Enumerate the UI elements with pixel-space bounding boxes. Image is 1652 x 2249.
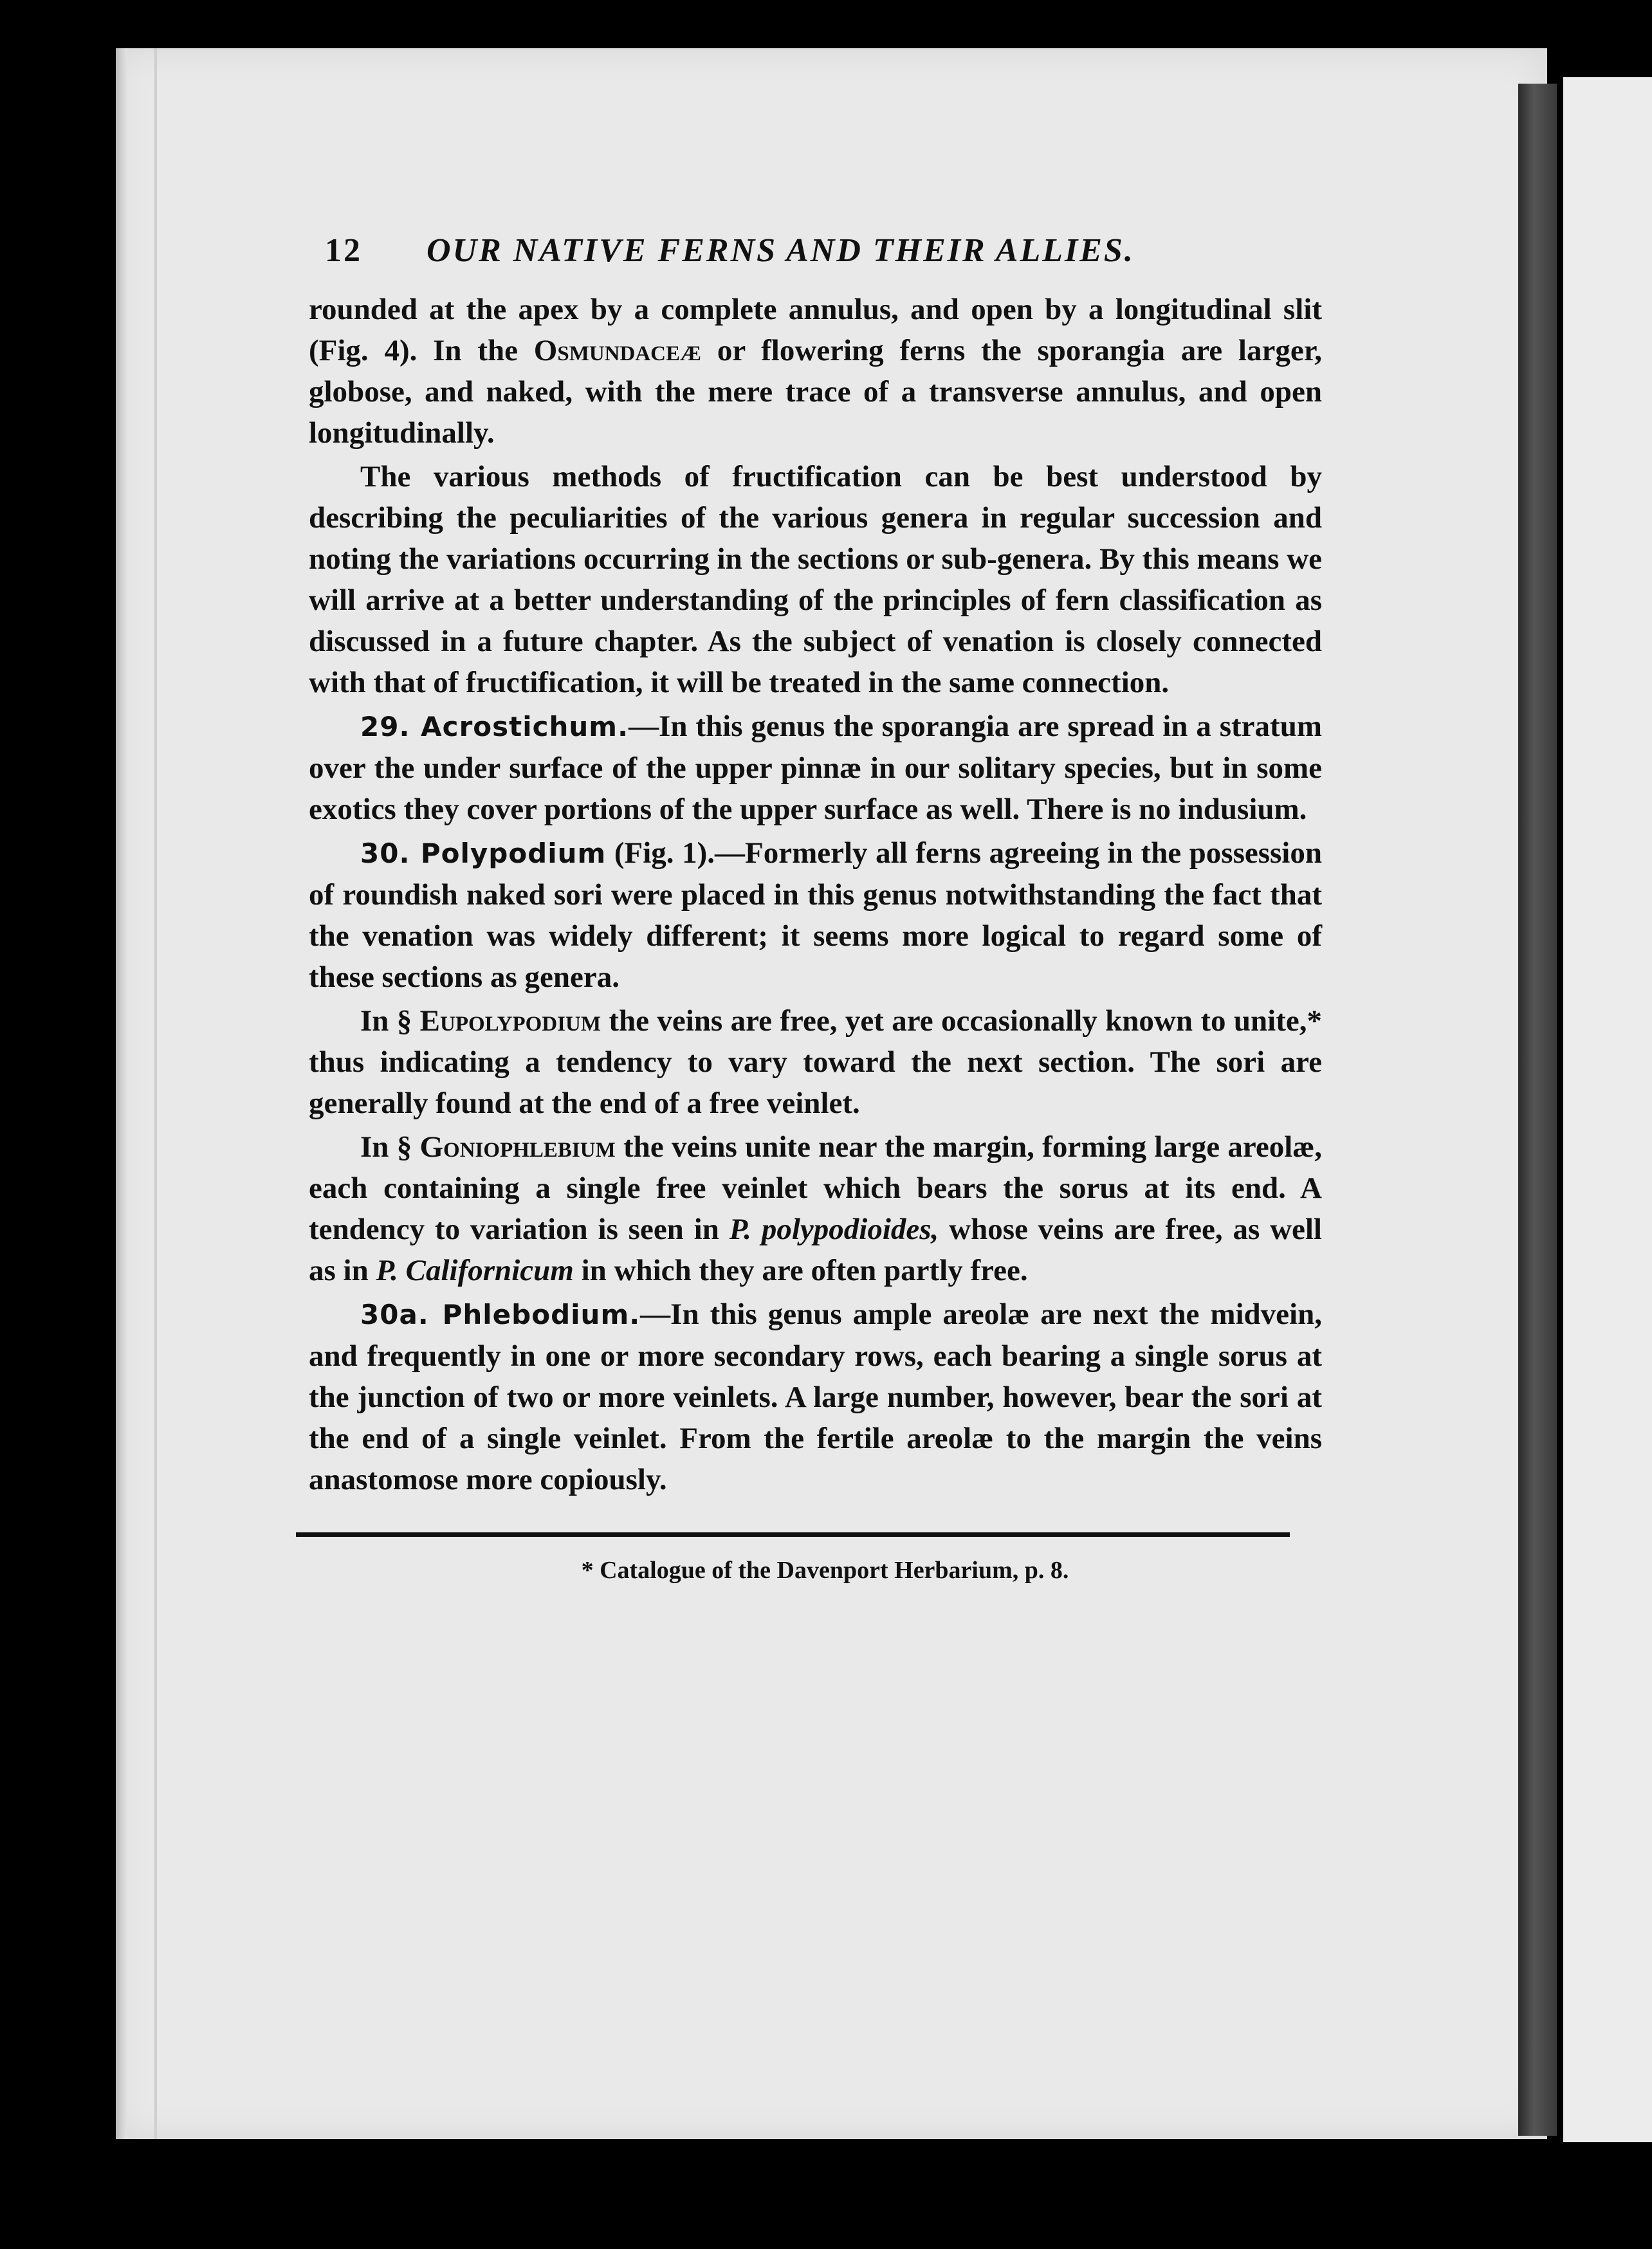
section-text: —In this genus ample areolæ are next the midvein, and frequently in one or more secondary rows, each bearing a single sorus at the junction of two or more veinlets. A large number, however, bear the sori at the end of a single veinlet. From the fertile areolæ to the margin the veins anastomose more copiously. [309, 1298, 1322, 1496]
book-gutter [1518, 84, 1557, 2136]
section-29 [309, 706, 1322, 830]
page-edge [116, 48, 127, 2139]
subsection-goniophlebium [309, 1126, 1322, 1291]
text: the veins are free, yet are occasionally known to unite,* thus indicating a tendency to vary toward the next section. The sori are generally found at the end of a free veinlet. [309, 1004, 1322, 1120]
page-content [309, 232, 1322, 1584]
family-name: Osmundaceæ [533, 334, 702, 367]
page-edge-line [154, 48, 157, 2139]
running-header [325, 232, 1322, 270]
species-name: P. polypodioides, [729, 1213, 939, 1246]
species-name: P. Californicum [376, 1254, 574, 1287]
footnote-rule [296, 1532, 1290, 1537]
text: In § [360, 1004, 420, 1038]
paragraph-continued [309, 289, 1322, 454]
text: the veins unite near the margin, forming large areolæ, each containing a single free veinlet which bears the sorus at its end. A tendency to variation is seen in [309, 1130, 1323, 1246]
section-heading: 30a. Phlebodium. [360, 1299, 641, 1330]
page-number: 12 [325, 232, 362, 269]
section-text: (Fig. 1).—Formerly all ferns agreeing in the possession of roundish naked sori were placed in this genus notwithstanding the fact that the venation was widely different; it seems more logical to regard some of these sections as genera. [309, 836, 1322, 994]
section-heading: 29. Acrostichum. [360, 711, 629, 742]
subgenus-name: Eupolypodium [419, 1004, 601, 1038]
footnote: * Catalogue of the Davenport Herbarium, p. 8. [581, 1557, 1069, 1584]
facing-page-edge [1563, 77, 1652, 2142]
paragraph-methods: The various methods of fructification can be best understood by describing the peculiarities of the various genera in regular succession and noting the variations occurring in the sections or sub-genera. By this means we will arrive at a better understanding of the principles of fern classification as discussed in a future chapter. As the subject of venation is closely connected with that of fructification, it will be treated in the same connection. [309, 460, 1322, 699]
text: rounded at the apex by a complete annulus, and open by a longitudinal slit (Fig. 4). In the [309, 293, 1322, 367]
text: whose veins are free, as well as in [309, 1213, 1322, 1287]
text: in which they are often partly free. [573, 1254, 1028, 1287]
section-30a [309, 1294, 1322, 1500]
subgenus-name: Goniophlebium [419, 1130, 616, 1164]
text: or flowering ferns the sporangia are larger, globose, and naked, with the mere trace of a transverse annulus, and open longitudinally. [309, 334, 1322, 450]
section-text: —In this genus the sporangia are spread in a stratum over the under surface of the upper pinnæ in our solitary species, but in some exotics they cover portions of the upper surface as well. There is no indusium. [309, 710, 1322, 826]
text: In § [360, 1130, 420, 1164]
subsection-eupolypodium [309, 1000, 1322, 1124]
section-30 [309, 832, 1322, 998]
section-heading: 30. Polypodium [360, 838, 607, 869]
running-head-title: OUR NATIVE FERNS AND THEIR ALLIES. [427, 232, 1135, 269]
